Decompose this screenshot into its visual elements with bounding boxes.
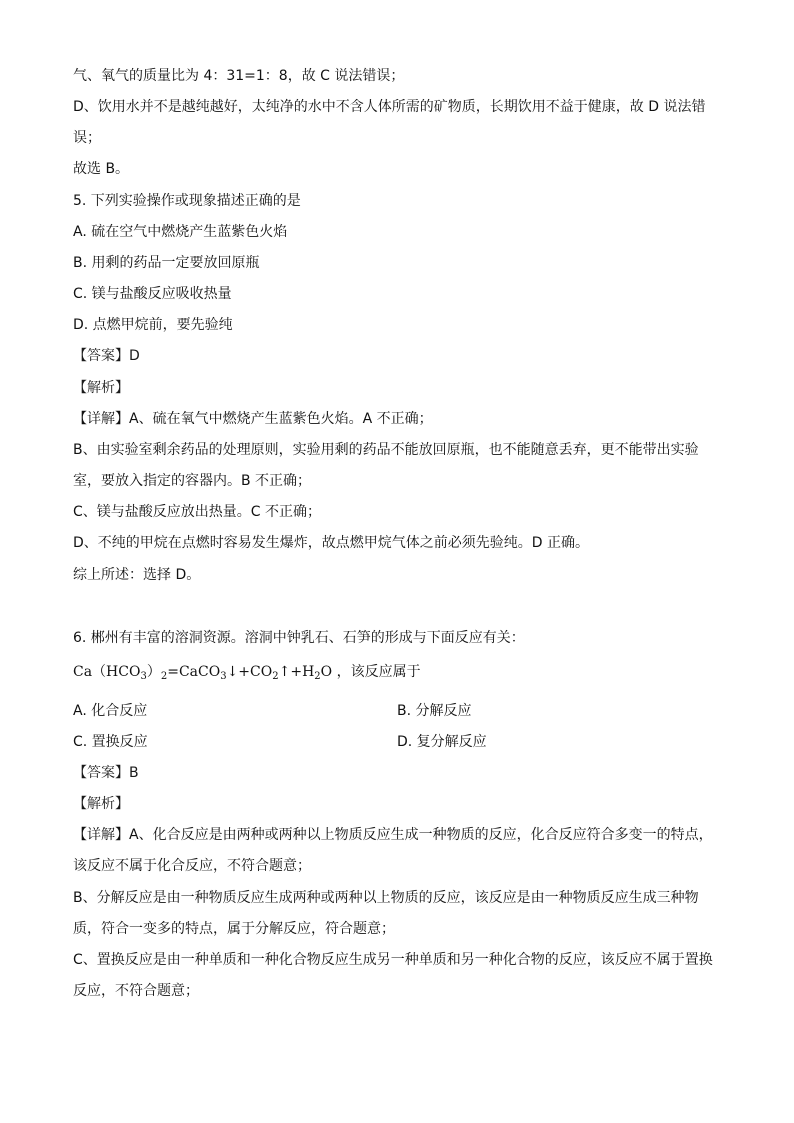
answer-label: 【答案】D <box>73 348 140 364</box>
text-line: 故选 B。 <box>73 161 130 177</box>
question-5-option-b: B. 用剩的药品一定要放回原瓶 <box>73 255 260 271</box>
question-6-stem: 6. 郴州有丰富的溶洞资源。溶洞中钟乳石、石笋的形成与下面反应有关： <box>73 630 525 646</box>
question-5-option-a: A. 硫在空气中燃烧产生蓝紫色火焰 <box>73 224 288 240</box>
explanation-line: C、置换反应是由一种单质和一种化合物反应生成另一种单质和另一种化合物的反应，该反应不属于置换 <box>73 952 713 968</box>
explanation-line: 室，要放入指定的容器内。B 不正确； <box>73 473 312 489</box>
explanation-line: C、镁与盐酸反应放出热量。C 不正确； <box>73 504 321 520</box>
question-6-options-row <box>73 732 733 752</box>
analysis-label: 【解析】 <box>73 380 129 396</box>
explanation-line: 【详解】A、硫在氧气中燃烧产生蓝紫色火焰。A 不正确； <box>73 411 433 427</box>
question-6-option-d: D. 复分解反应 <box>397 734 487 750</box>
explanation-line: D、不纯的甲烷在点燃时容易发生爆炸，故点燃甲烷气体之前必须先验纯。D 正确。 <box>73 535 590 551</box>
explanation-line: 【详解】A、化合反应是由两种或两种以上物质反应生成一种物质的反应，化合反应符合多变一的特点， <box>73 827 713 843</box>
explanation-line: 质，符合一变多的特点，属于分解反应，符合题意； <box>73 921 395 937</box>
text-line: 误； <box>73 130 101 146</box>
text-line: D、饮用水并不是越纯越好，太纯净的水中不含人体所需的矿物质，长期饮用不益于健康，故 D 说法错 <box>73 99 706 115</box>
explanation-line: B、由实验室剩余药品的处理原则，实验用剩的药品不能放回原瓶，也不能随意丢弃，更不能带出实验 <box>73 442 699 458</box>
question-6-option-c: C. 置换反应 <box>73 734 148 750</box>
question-5-option-d: D. 点燃甲烷前，要先验纯 <box>73 317 233 333</box>
question-5-option-c: C. 镁与盐酸反应吸收热量 <box>73 286 232 302</box>
question-6-options-row <box>73 701 733 721</box>
question-6-option-a: A. 化合反应 <box>73 703 148 719</box>
analysis-label: 【解析】 <box>73 796 129 812</box>
text-line: 气、氧气的质量比为 4：31=1：8，故 C 说法错误； <box>73 68 405 84</box>
answer-label: 【答案】B <box>73 765 139 781</box>
explanation-line: B、分解反应是由一种物质反应生成两种或两种以上物质的反应，该反应是由一种物质反应生成三种物 <box>73 890 699 906</box>
question-6-option-b: B. 分解反应 <box>397 703 472 719</box>
explanation-line: 反应，不符合题意； <box>73 983 199 999</box>
summary-line: 综上所述：选择 D。 <box>73 567 201 583</box>
chemical-equation: $Ca(HCO_3)_2=CaCO_3↓+CO_2↑+H_2O$ ，该反应属于 <box>73 664 421 682</box>
explanation-line: 该反应不属于化合反应，不符合题意； <box>73 858 311 874</box>
question-5-stem: 5. 下列实验操作或现象描述正确的是 <box>73 193 301 209</box>
